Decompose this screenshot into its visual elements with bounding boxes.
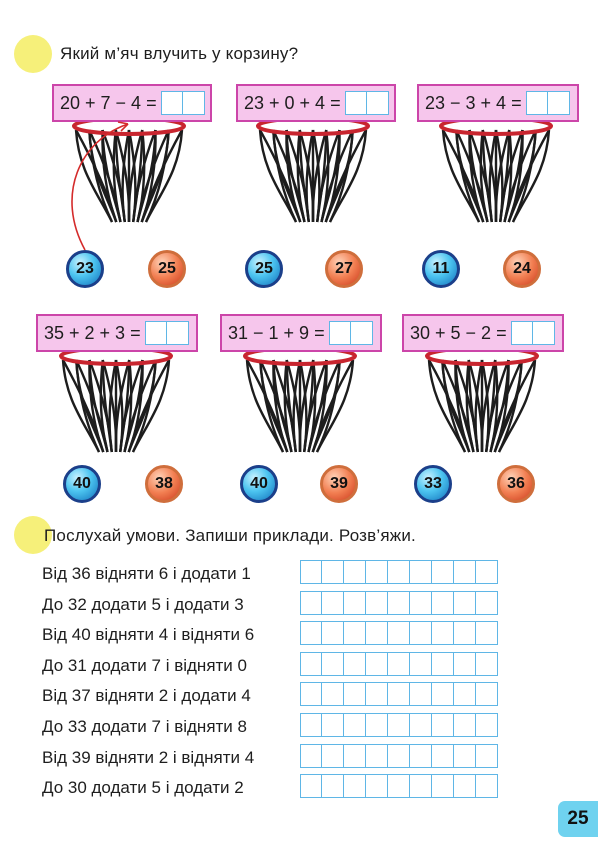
ball-blue[interactable]: 23: [66, 250, 104, 288]
equation-text: 23 − 3 + 4 =: [425, 92, 522, 113]
grid-cell[interactable]: [410, 744, 432, 768]
grid-cell[interactable]: [344, 774, 366, 798]
exercise-text: Від 36 відняти 6 і додати 1: [42, 564, 251, 583]
grid-cell[interactable]: [454, 652, 476, 676]
answer-grid[interactable]: [300, 591, 498, 615]
basketball-hoop-net: [51, 344, 181, 469]
grid-cell[interactable]: [344, 682, 366, 706]
answer-cell[interactable]: [548, 91, 570, 115]
answer-grid[interactable]: [300, 652, 498, 676]
task-marker-dot: [14, 35, 52, 73]
grid-cell[interactable]: [388, 774, 410, 798]
answer-cells[interactable]: [511, 321, 555, 345]
task1-instruction: Який м’яч влучить у корзину?: [60, 44, 299, 63]
grid-cell[interactable]: [388, 560, 410, 584]
grid-cell[interactable]: [300, 774, 322, 798]
grid-cell[interactable]: [476, 621, 498, 645]
basketball-hoop-net: [417, 344, 547, 469]
ball-orange[interactable]: 36: [497, 465, 535, 503]
grid-cell[interactable]: [344, 713, 366, 737]
grid-cell[interactable]: [432, 621, 454, 645]
equation-text: 23 + 0 + 4 =: [244, 92, 341, 113]
grid-cell[interactable]: [454, 774, 476, 798]
equation-text: 30 + 5 − 2 =: [410, 322, 507, 343]
grid-cell[interactable]: [476, 713, 498, 737]
arrow-line: [72, 124, 128, 250]
grid-cell[interactable]: [476, 560, 498, 584]
answer-cells[interactable]: [345, 91, 389, 115]
grid-cell[interactable]: [432, 682, 454, 706]
ball-orange[interactable]: 27: [325, 250, 363, 288]
grid-cell[interactable]: [366, 560, 388, 584]
ball-orange[interactable]: 38: [145, 465, 183, 503]
basketball-hoop-net: [235, 344, 365, 469]
grid-cell[interactable]: [322, 652, 344, 676]
equation-box: [220, 314, 382, 352]
grid-cell[interactable]: [410, 713, 432, 737]
answer-cells[interactable]: [145, 321, 189, 345]
grid-cell[interactable]: [388, 652, 410, 676]
ball-blue[interactable]: 40: [240, 465, 278, 503]
ball-orange[interactable]: 25: [148, 250, 186, 288]
ball-orange[interactable]: 24: [503, 250, 541, 288]
grid-cell[interactable]: [432, 713, 454, 737]
grid-cell[interactable]: [322, 560, 344, 584]
ball-orange[interactable]: 39: [320, 465, 358, 503]
grid-cell[interactable]: [454, 744, 476, 768]
grid-cell[interactable]: [366, 774, 388, 798]
grid-cell[interactable]: [476, 652, 498, 676]
grid-cell[interactable]: [300, 682, 322, 706]
answer-grid[interactable]: [300, 560, 498, 584]
answer-cell[interactable]: [526, 91, 548, 115]
grid-cell[interactable]: [300, 652, 322, 676]
answer-grid[interactable]: [300, 682, 498, 706]
grid-cell[interactable]: [410, 682, 432, 706]
equation-text: 35 + 2 + 3 =: [44, 322, 141, 343]
grid-cell[interactable]: [366, 591, 388, 615]
exercise-text: До 31 додати 7 і відняти 0: [42, 655, 247, 675]
exercise-text: До 32 додати 5 і додати 3: [42, 594, 244, 614]
answer-cells[interactable]: [329, 321, 373, 345]
grid-cell[interactable]: [322, 621, 344, 645]
answer-cell[interactable]: [145, 321, 167, 345]
equation-box: [236, 84, 396, 122]
grid-cell[interactable]: [344, 652, 366, 676]
answer-cell[interactable]: [511, 321, 533, 345]
grid-cell[interactable]: [388, 713, 410, 737]
grid-cell[interactable]: [388, 682, 410, 706]
grid-cell[interactable]: [366, 652, 388, 676]
grid-cell[interactable]: [300, 591, 322, 615]
grid-cell[interactable]: [388, 621, 410, 645]
answer-grid[interactable]: [300, 713, 498, 737]
answer-cell[interactable]: [167, 321, 189, 345]
answer-cell[interactable]: [351, 321, 373, 345]
answer-cell[interactable]: [533, 321, 555, 345]
equation-box: [402, 314, 564, 352]
ball-blue[interactable]: 33: [414, 465, 452, 503]
grid-cell[interactable]: [366, 621, 388, 645]
answer-cell[interactable]: [367, 91, 389, 115]
grid-cell[interactable]: [388, 744, 410, 768]
grid-cell[interactable]: [410, 591, 432, 615]
grid-cell[interactable]: [300, 744, 322, 768]
grid-cell[interactable]: [300, 560, 322, 584]
equation-text: 31 − 1 + 9 =: [228, 322, 325, 343]
grid-cell[interactable]: [410, 774, 432, 798]
grid-cell[interactable]: [300, 713, 322, 737]
grid-cell[interactable]: [344, 744, 366, 768]
grid-cell[interactable]: [454, 591, 476, 615]
grid-cell[interactable]: [322, 713, 344, 737]
grid-cell[interactable]: [476, 591, 498, 615]
grid-cell[interactable]: [300, 621, 322, 645]
grid-cell[interactable]: [432, 560, 454, 584]
grid-cell[interactable]: [344, 591, 366, 615]
grid-cell[interactable]: [432, 652, 454, 676]
exercise-text: Від 37 відняти 2 і додати 4: [42, 686, 251, 706]
grid-cell[interactable]: [344, 621, 366, 645]
grid-cell[interactable]: [366, 682, 388, 706]
answer-cell[interactable]: [345, 91, 367, 115]
exercise-text: До 30 додати 5 і додати 2: [42, 778, 244, 798]
grid-cell[interactable]: [454, 713, 476, 737]
basketball-hoop-net: [248, 114, 378, 239]
grid-cell[interactable]: [322, 591, 344, 615]
basketball-hoop-net: [431, 114, 561, 239]
answer-cell[interactable]: [329, 321, 351, 345]
page-number: 25: [558, 801, 598, 837]
task2-instruction: Послухай умови. Запиши приклади. Розв’яжи.: [44, 526, 416, 545]
grid-cell[interactable]: [410, 621, 432, 645]
ball-blue[interactable]: 25: [245, 250, 283, 288]
grid-cell[interactable]: [476, 774, 498, 798]
answer-cells[interactable]: [526, 91, 570, 115]
equation-text: 20 + 7 − 4 =: [60, 92, 157, 113]
exercise-text: Від 40 відняти 4 і відняти 6: [42, 625, 255, 645]
equation-box: [417, 84, 579, 122]
grid-cell[interactable]: [410, 560, 432, 584]
grid-cell[interactable]: [366, 713, 388, 737]
answer-grid[interactable]: [300, 744, 498, 768]
grid-cell[interactable]: [432, 744, 454, 768]
grid-cell[interactable]: [410, 652, 432, 676]
grid-cell[interactable]: [454, 621, 476, 645]
exercise-text: До 33 додати 7 і відняти 8: [42, 717, 247, 736]
ball-blue[interactable]: 40: [63, 465, 101, 503]
grid-cell[interactable]: [432, 591, 454, 615]
grid-cell[interactable]: [454, 560, 476, 584]
answer-grid[interactable]: [300, 621, 498, 645]
grid-cell[interactable]: [432, 774, 454, 798]
grid-cell[interactable]: [322, 774, 344, 798]
exercise-text: Від 39 відняти 2 і відняти 4: [42, 747, 255, 767]
answer-grid[interactable]: [300, 774, 498, 798]
grid-cell[interactable]: [454, 682, 476, 706]
grid-cell[interactable]: [322, 744, 344, 768]
grid-cell[interactable]: [388, 591, 410, 615]
equation-box: [36, 314, 198, 352]
grid-cell[interactable]: [476, 744, 498, 768]
grid-cell[interactable]: [322, 682, 344, 706]
grid-cell[interactable]: [476, 682, 498, 706]
example-arrow: [50, 100, 190, 260]
ball-blue[interactable]: 11: [422, 250, 460, 288]
grid-cell[interactable]: [344, 560, 366, 584]
grid-cell[interactable]: [366, 744, 388, 768]
